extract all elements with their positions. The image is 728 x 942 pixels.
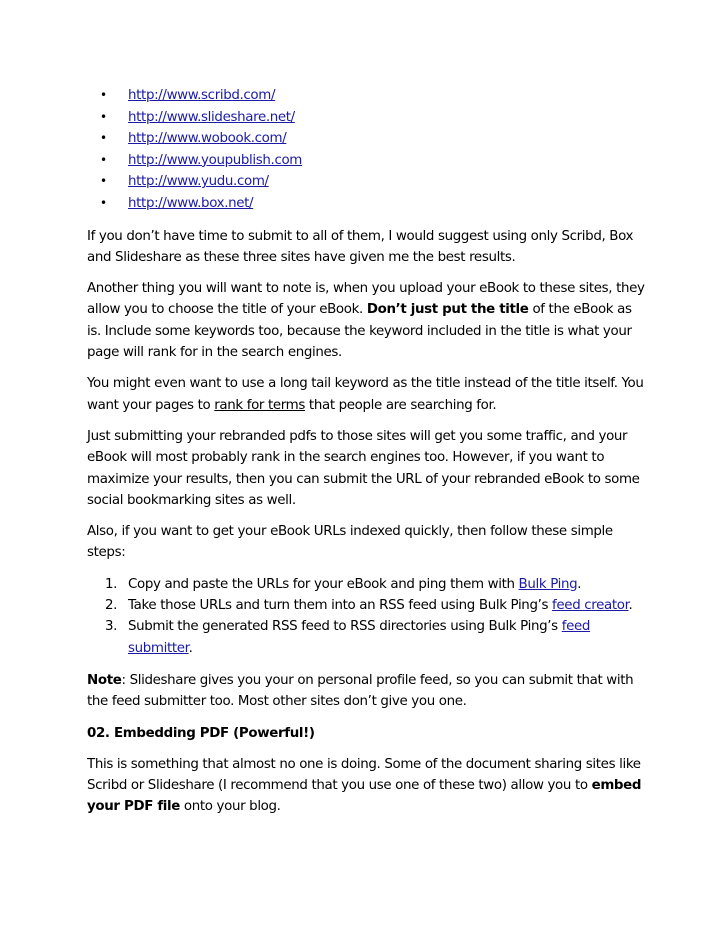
- text: You might even want to use a long tail keyword as the title instead of the title itself. You want your pages to: [87, 376, 644, 413]
- bullet-icon: •: [100, 174, 107, 189]
- list-item: [87, 616, 647, 659]
- text: .: [628, 598, 633, 614]
- bullet-icon: •: [100, 195, 107, 210]
- page-content: [87, 85, 647, 828]
- text: .: [188, 640, 193, 656]
- list-item: [87, 128, 647, 150]
- paragraph-traffic: Just submitting your rebranded pdfs to those sites will get you some traffic, and your eBook will most probably rank in the search engines too. However, if you want to maximize your results, then you can submit the URL of your rebranded eBook to some social bookmarking sites as well.: [87, 428, 640, 508]
- site-link-list: [87, 85, 647, 215]
- text: Copy and paste the URLs for your eBook and ping them with: [128, 576, 519, 592]
- bold-text: embed your PDF file: [87, 778, 642, 815]
- list-item: [87, 193, 647, 215]
- paragraph-indexing: Also, if you want to get your eBook URLs indexed quickly, then follow these simple steps:: [87, 524, 613, 561]
- bold-text: Don’t just put the title: [366, 302, 529, 318]
- paragraph-recommendation: If you don’t have time to submit to all of them, I would suggest using only Scribd, Box and Slideshare as these three sites have given me the best results.: [87, 228, 634, 265]
- bullet-icon: •: [100, 109, 107, 124]
- yudu-link[interactable]: http://www.yudu.com/: [128, 174, 269, 190]
- list-item: [87, 171, 647, 193]
- bulk-ping-link[interactable]: Bulk Ping: [518, 576, 578, 592]
- text: Take those URLs and turn them into an RSS feed using Bulk Ping’s: [128, 598, 553, 614]
- note-label: Note: [87, 672, 122, 688]
- text: that people are searching for.: [305, 397, 497, 413]
- paragraph-embedding: [87, 754, 647, 818]
- note-paragraph: [87, 670, 647, 713]
- list-item: [87, 150, 647, 172]
- text: onto your blog.: [180, 799, 281, 815]
- list-item: [87, 85, 647, 107]
- wobook-link[interactable]: http://www.wobook.com/: [128, 131, 287, 147]
- step-number: 3.: [105, 619, 118, 635]
- note-text: : Slideshare gives you your on personal profile feed, so you can submit that with the feed submitter too. Most other sites don’t give you one.: [87, 672, 634, 710]
- bullet-icon: •: [100, 131, 107, 146]
- text: Submit the generated RSS feed to RSS directories using Bulk Ping’s: [128, 619, 562, 635]
- step-number: 2.: [105, 598, 118, 614]
- rank-for-terms-link[interactable]: rank for terms: [214, 397, 306, 413]
- scribd-link[interactable]: http://www.scribd.com/: [128, 88, 276, 103]
- feed-submitter-link[interactable]: feed submitter: [128, 619, 591, 656]
- bullet-icon: •: [100, 152, 107, 167]
- text: of the eBook as is. Include some keywords too, because the keyword included in the title is what your page will rank for in the search engines.: [87, 302, 632, 361]
- slideshare-link[interactable]: http://www.slideshare.net/: [128, 109, 295, 125]
- text: .: [577, 576, 582, 592]
- text: Another thing you will want to note is, when you upload your eBook to these sites, they allow you to choose the title of your eBook.: [87, 281, 645, 318]
- box-link[interactable]: http://www.box.net/: [128, 195, 254, 211]
- list-item: [87, 595, 647, 616]
- steps-list: [87, 574, 647, 659]
- paragraph-long-tail: [87, 373, 647, 416]
- text: This is something that almost no one is doing. Some of the document sharing sites like Scribd or Slideshare (I recommend that you use one of these two) allow you to: [87, 756, 641, 794]
- paragraph-title-advice: [87, 278, 647, 363]
- bullet-icon: •: [100, 88, 107, 102]
- list-item: [87, 574, 647, 595]
- step-number: 1.: [105, 576, 118, 592]
- section-heading: 02. Embedding PDF (Powerful!): [87, 725, 315, 741]
- feed-creator-link[interactable]: feed creator: [552, 598, 629, 614]
- list-item: [87, 107, 647, 129]
- youpublish-link[interactable]: http://www.youpublish.com: [128, 152, 303, 168]
